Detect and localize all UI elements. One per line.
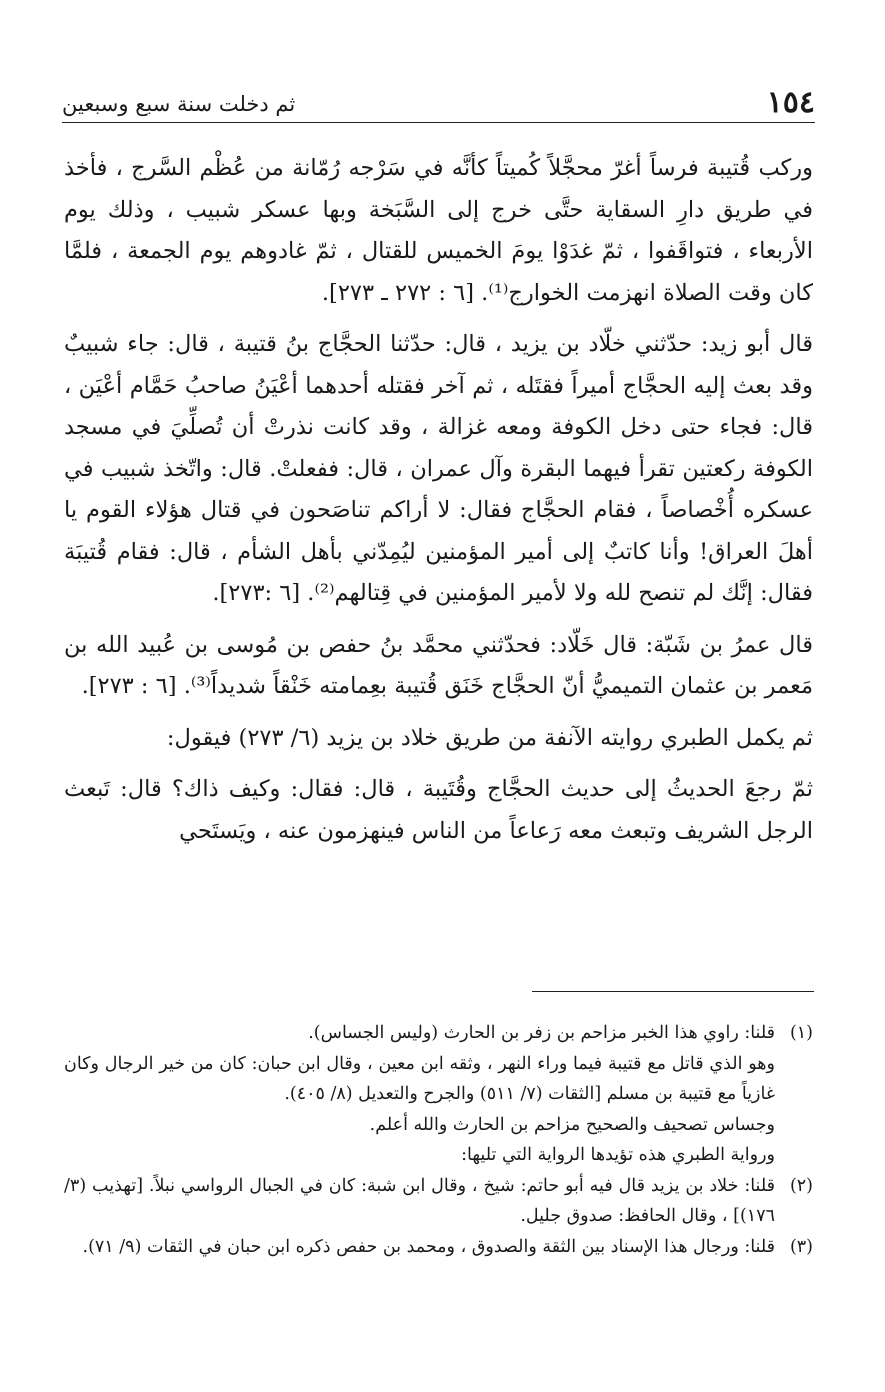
footnote-line: قلنا: ورجال هذا الإسناد بين الثقة والصدوق ، ومحمد بن حفص ذكره ابن حبان في الثقات (٩/ ٧١). [82,1236,775,1257]
footnote-number: (٢) [789,1175,813,1196]
footnote-line: قلنا: راوي هذا الخبر مزاحم بن زفر بن الحارث (وليس الجساس). [308,1023,775,1043]
footnote-line: قلنا: خلاد بن يزيد قال فيه أبو حاتم: شيخ ، وقال ابن شبة: كان في الجبال الرواسي نبلاً. [تهذيب (٣/ ١٧٦)] ، وقال الحافظ: صدوق جليل. [64,1175,775,1226]
paragraph-tabari-continues: ثم يكمل الطبري روايته الآنفة من طريق خلاد بن يزيد (٦/ ٢٧٣) فيقول: [166,724,813,751]
footnote-2 [64,1171,813,1232]
paragraph-hadith-returns: ثمّ رجعَ الحديثُ إلى حديث الحجَّاج وقُتَيبة ، قال: فقال: وكيف ذاك؟ قال: تَبعث الرجل الشريف وتبعث معه رَعاعاً من الناس فينهزمون عنه ، ويَستَحي [64,776,813,844]
main-text [64,148,813,852]
footnote-divider [532,991,814,992]
footnote-3 [64,1232,813,1263]
footnote-body [64,1171,775,1232]
footnote-line: وهو الذي قاتل مع قتيبة فيما وراء النهر ، وثقه ابن معين ، وقال ابن حبان: كان من خير الرجال وكان غازياً مع قتيبة بن مسلم [الثقات (٧/ ٥١١) والجرح والتعديل (٨/ ٤٠٥). [64,1053,775,1104]
footnote-number: (٣) [789,1236,813,1257]
footnote-1 [64,1018,813,1171]
paragraph-abu-zayd: قال أبو زيد: حدّثني خلّاد بن يزيد ، قال: حدّثنا الحجَّاج بنُ قتيبة ، قال: جاء شبيبٌ وقد بعث إليه الحجَّاج أميراً فقتَله ، ثم آخر فقتله أحدهما أعْيَنُ صاحبُ حَمَّام أعْيَن ، قال: فجاء حتى دخل الكوفة ومعه غزالة ، وقد كانت نذرتْ أن تُصلِّيَ في مسجد الكوفة ركعتين تقرأ فيهما البقرة وآل عمران ، قال: ففعلتْ. قال: واتّخذ شبيب في عسكره أُخْصاصاً ، فقام الحجَّاج فقال: لا أراكم تناصَحون في قتال هؤلاء القوم يا أهلَ العراق! وأنا كاتبٌ إلى أمير المؤمنين ليُمِدّني بأهل الشأم ، قال: فقام قُتيبَة فقال: إنَّك لم تنصح لله ولا لأمير المؤمنين في قِتالهم⁽²⁾. [٦ :٢٧٣]. [64,331,813,606]
footnote-number: (١) [789,1023,813,1043]
footnote-line: ورواية الطبري هذه تؤيدها الرواية التي تليها: [461,1145,775,1165]
paragraph-qutaiba-horse: وركب قُتيبة فرساً أغرّ محجَّلاً كُميتاً كأنَّه في سَرْجه رُمّانة من عُظْم السَّرج ، فأخذ في طريق دارِ السقاية حتَّى خرج إلى السَّبَخة وبها عسكر شبيب ، وذلك يوم الأربعاء ، فتواقَفوا ، ثمّ غدَوْا يومَ الخميس للقتال ، ثمّ غادوهم يوم الجمعة ، فلمَّا كان وقت الصلاة انهزمت الخوارج⁽¹⁾. [٦ : ٢٧٢ ـ ٢٧٣]. [64,155,813,306]
page-number: ١٥٤ [766,85,815,120]
running-title: ثم دخلت سنة سبع وسبعين [62,92,296,116]
paragraph-umar-ibn-shabba: قال عمرُ بن شَبّة: قال خَلّاد: فحدّثني محمَّد بنُ حفص بن مُوسى بن عُبيد الله بن مَعمر بن عثمان التميميُّ أنّ الحجَّاج خَنَق قُتيبة بعِمامته خَنْقاً شديداً⁽³⁾. [٦ : ٢٧٣]. [64,631,813,699]
footnotes [64,1018,813,1262]
footnote-body [64,1232,775,1263]
footnote-line: وجساس تصحيف والصحيح مزاحم بن الحارث والله أعلم. [369,1114,775,1135]
footnote-body [64,1018,775,1171]
running-header [62,82,815,123]
